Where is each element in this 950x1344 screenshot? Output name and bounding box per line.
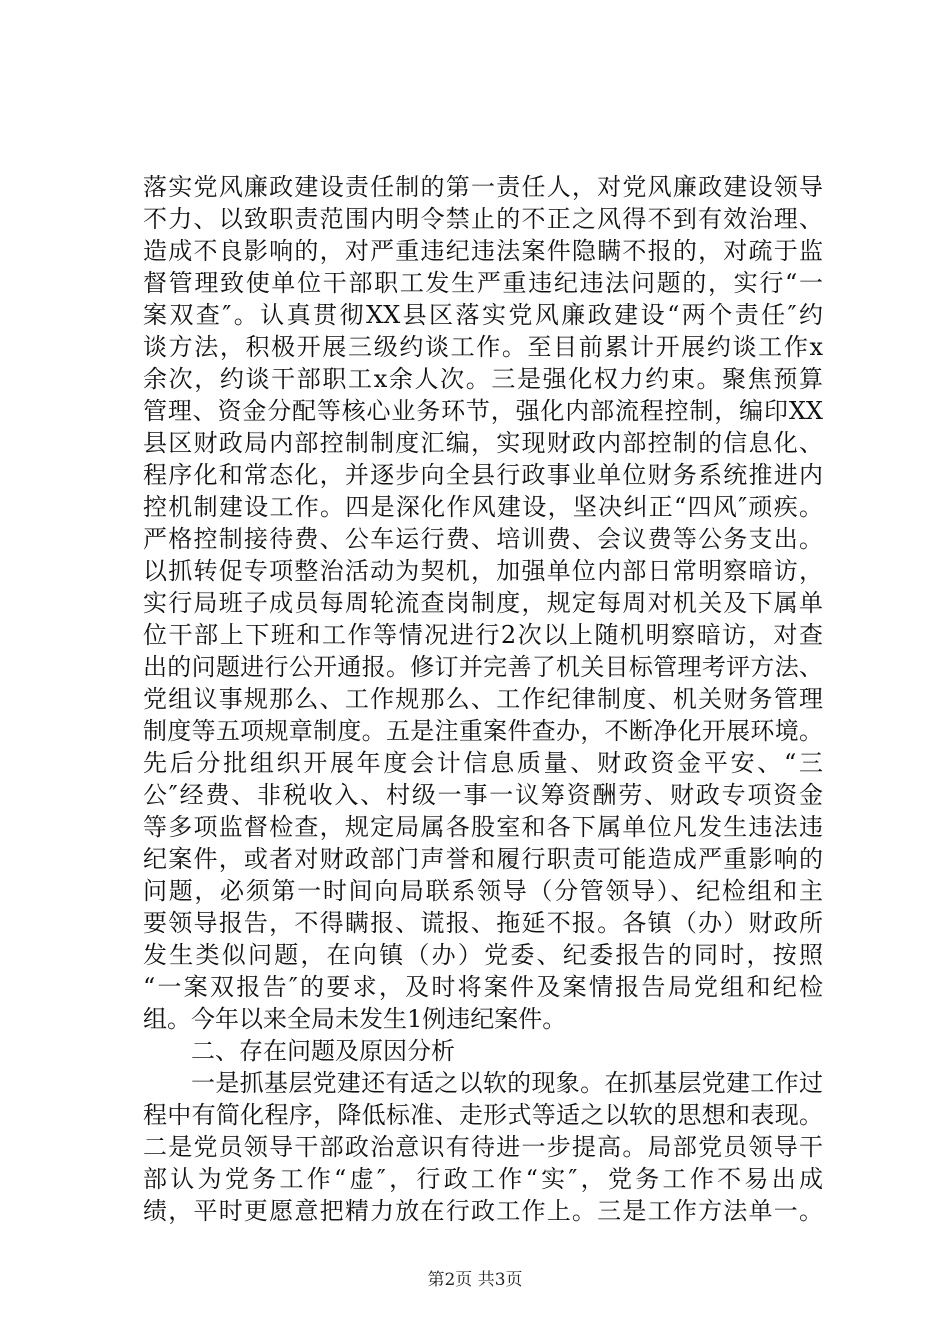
text-line: 督管理致使单位干部职工发生严重违纪违法问题的，实行“一 [143,269,823,297]
text-line: 先后分批组织开展年度会计信息质量、财政资金平安、“三 [143,749,823,777]
text-line: 余次，约谈干部职工x余人次。三是强化权力约束。聚焦预算 [143,365,823,393]
section-heading [143,1035,823,1067]
text-line: 组。今年以来全局未发生1例违纪案件。 [143,1005,567,1033]
text-line: 落实党风廉政建设责任制的第一责任人，对党风廉政建设领导 [143,173,823,201]
text-line: 造成不良影响的，对严重违纪违法案件隐瞒不报的，对疏于监 [143,237,823,265]
text-line: 发生类似问题，在向镇（办）党委、纪委报告的同时，按照 [143,941,823,969]
text-line: 实行局班子成员每周轮流查岗制度，规定每周对机关及下属单 [143,589,823,617]
text-line: 谈方法，积极开展三级约谈工作。至目前累计开展约谈工作x [143,333,823,361]
text-line: 制度等五项规章制度。五是注重案件查办，不断净化开展环境。 [143,717,823,745]
page-number: 第2页 共3页 [427,1270,523,1290]
text-line: 等多项监督检查，规定局属各股室和各下属单位凡发生违法违 [143,813,823,841]
text-line: 案双查″。认真贯彻XX县区落实党风廉政建设“两个责任″约 [143,301,823,329]
paragraph-problems [143,1067,823,1227]
text-line: 管理、资金分配等核心业务环节，强化内部流程控制，编印XX [143,397,823,425]
text-line: “一案双报告″的要求，及时将案件及案情报告局党组和纪检 [143,973,823,1001]
text-line: 控机制建设工作。四是深化作风建设，坚决纠正“四风″顽疾。 [143,493,823,521]
text-line: 问题，必须第一时间向局联系领导（分管领导）、纪检组和主 [143,877,823,905]
text-line: 绩，平时更愿意把精力放在行政工作上。三是工作方法单一。 [143,1197,823,1225]
text-line: 纪案件，或者对财政部门声誉和履行职责可能造成严重影响的 [143,845,823,873]
text-line: 程序化和常态化，并逐步向全县行政事业单位财务系统推进内 [143,461,823,489]
document-body [143,171,823,1227]
text-line: 位干部上下班和工作等情况进行2次以上随机明察暗访，对查 [143,621,823,649]
text-line: 不力、以致职责范围内明令禁止的不正之风得不到有效治理、 [143,205,823,233]
text-line: 一是抓基层党建还有适之以软的现象。在抓基层党建工作过 [191,1069,823,1097]
text-line: 要领导报告，不得瞒报、谎报、拖延不报。各镇（办）财政所 [143,909,823,937]
text-line: 以抓转促专项整治活动为契机，加强单位内部日常明察暗访， [143,557,823,585]
section-heading-text: 二、存在问题及原因分析 [191,1037,455,1065]
text-line: 部认为党务工作“虚″，行政工作“实″，党务工作不易出成 [143,1165,823,1193]
text-line: 公″经费、非税收入、村级一事一议筹资酬劳、财政专项资金 [143,781,823,809]
text-line: 党组议事规那么、工作规那么、工作纪律制度、机关财务管理 [143,685,823,713]
paragraph-responsibility [143,171,823,1035]
page-footer [0,1268,950,1292]
text-line: 出的问题进行公开通报。修订并完善了机关目标管理考评方法、 [143,653,823,681]
text-line: 二是党员领导干部政治意识有待进一步提高。局部党员领导干 [143,1133,823,1161]
text-line: 县区财政局内部控制制度汇编，实现财政内部控制的信息化、 [143,429,823,457]
text-line: 严格控制接待费、公车运行费、培训费、会议费等公务支出。 [143,525,823,553]
text-line: 程中有简化程序，降低标准、走形式等适之以软的思想和表现。 [143,1101,823,1129]
